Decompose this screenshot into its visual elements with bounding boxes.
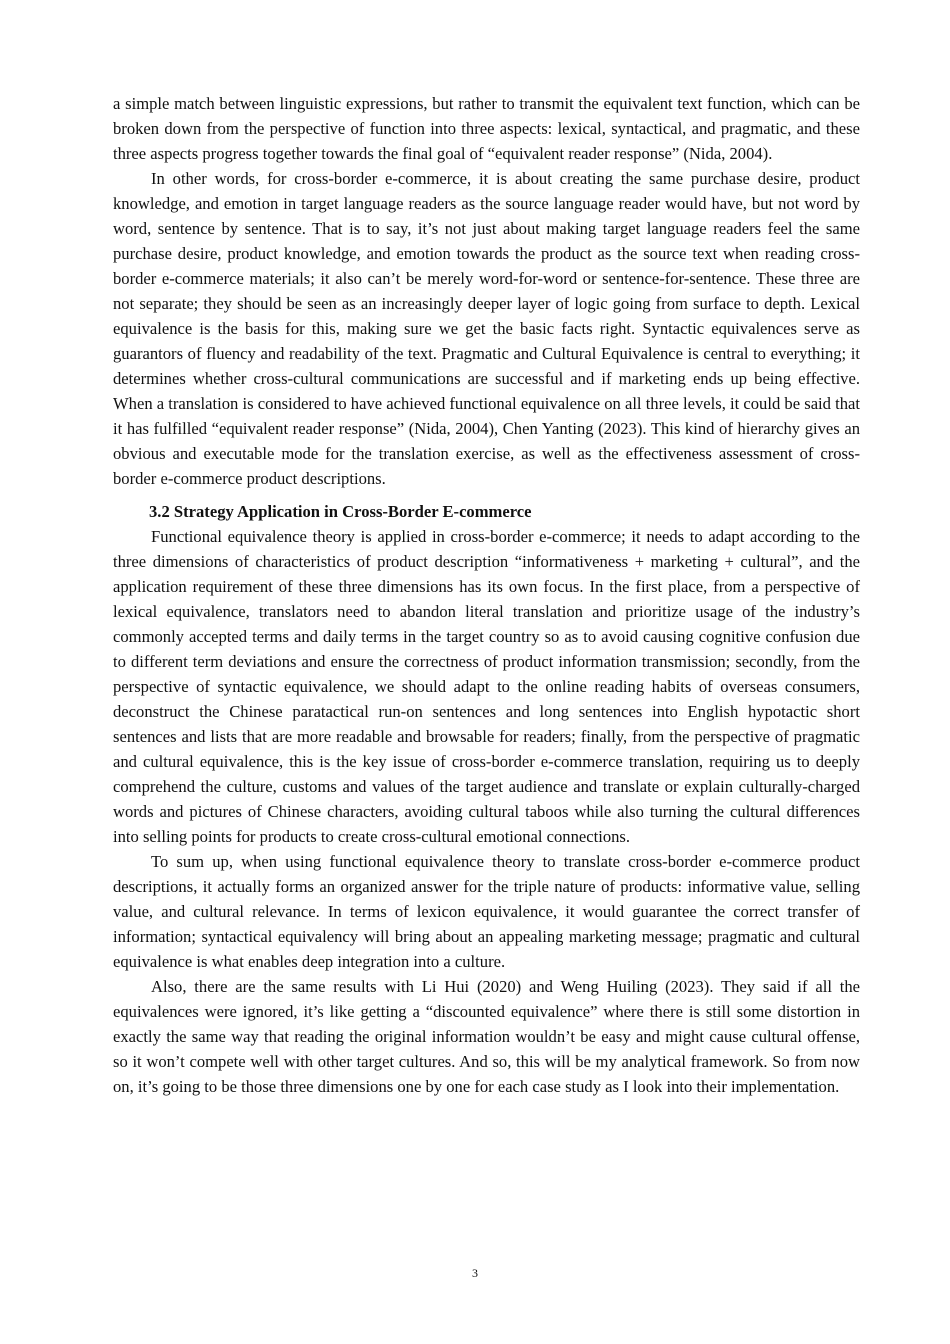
paragraph-continuation: a simple match between linguistic expressions, but rather to transmit the equivalent text function, which can be broken down from the perspective of function into three aspects: lexical, syntactical, and pragmatic, and these three aspects progress together towards the final goal of “equivalent reader response” (Nida, 2004). — [113, 94, 860, 163]
paragraph-strategy-application: Functional equivalence theory is applied in cross-border e-commerce; it needs to adapt according to the three dimensions of characteristics of product description “informativeness + marketing + cultural”, and the application requirement of these three dimensions has its own focus. In the first place, from a perspective of lexical equivalence, translators need to abandon literal translation and prioritize usage of the industry’s commonly accepted terms and daily terms in the target country so as to avoid causing cognitive confusion due to different term deviations and ensure the correctness of product information transmission; secondly, from the perspective of syntactic equivalence, we should adapt to the online reading habits of overseas consumers, deconstruct the Chinese paratactical run-on sentences and long sentences into English hypotactic short sentences and lists that are more readable and browsable for readers; finally, from the perspective of pragmatic and cultural equivalence, this is the key issue of cross-border e-commerce translation, requiring us to deeply comprehend the culture, customs and values of the target audience and translate or explain culturally-charged words and pictures of Chinese characters, avoiding cultural taboos while also turning the cultural differences into selling points for products to create cross-cultural emotional connections. — [113, 527, 860, 846]
page-number: 3 — [472, 1266, 478, 1280]
paragraph-functional-equivalence-layers: In other words, for cross-border e-commerce, it is about creating the same purchase desire, product knowledge, and emotion in target language readers as the source language reader would have, but not word by word, sentence by sentence. That is to say, it’s not just about making target language readers feel the same purchase desire, product knowledge, and emotion towards the product as the source text when reading cross-border e-commerce materials; it also can’t be merely word-for-word or sentence-for-sentence. These three are not separate; they should be seen as an increasingly deeper layer of logic going from surface to depth. Lexical equivalence is the basis for this, making sure we get the basic facts right. Syntactic equivalences serve as guarantors of fluency and readability of the text. Pragmatic and Cultural Equivalence is central to everything; it determines whether cross-cultural communications are successful and if marketing ends up being effective. When a translation is considered to have achieved functional equivalence on all three levels, it could be said that it has fulfilled “equivalent reader response” (Nida, 2004), Chen Yanting (2023). This kind of hierarchy gives an obvious and executable mode for the translation exercise, as well as the effectiveness assessment of cross-border e-commerce product descriptions. — [113, 169, 860, 488]
section-heading-3-2: 3.2 Strategy Application in Cross-Border E-commerce — [149, 502, 532, 521]
paragraph-analytical-framework: Also, there are the same results with Li Hui (2020) and Weng Huiling (2023). They said if all the equivalences were ignored, it’s like getting a “discounted equivalence” where there is still some distortion in exactly the same way that reading the original information wouldn’t be easy and might cause cultural offense, so it won’t compete well with other target cultures. And so, this will be my analytical framework. So from now on, it’s going to be those three dimensions one by one for each case study as I look into their implementation. — [113, 977, 860, 1096]
page-body — [113, 91, 860, 1099]
paragraph-summary: To sum up, when using functional equivalence theory to translate cross-border e-commerce product descriptions, it actually forms an organized answer for the triple nature of products: informative value, selling value, and cultural relevance. In terms of lexicon equivalence, it would guarantee the correct transfer of information; syntactical equivalency will bring about an appealing marketing message; pragmatic and cultural equivalence is what enables deep integration into a culture. — [113, 852, 860, 971]
